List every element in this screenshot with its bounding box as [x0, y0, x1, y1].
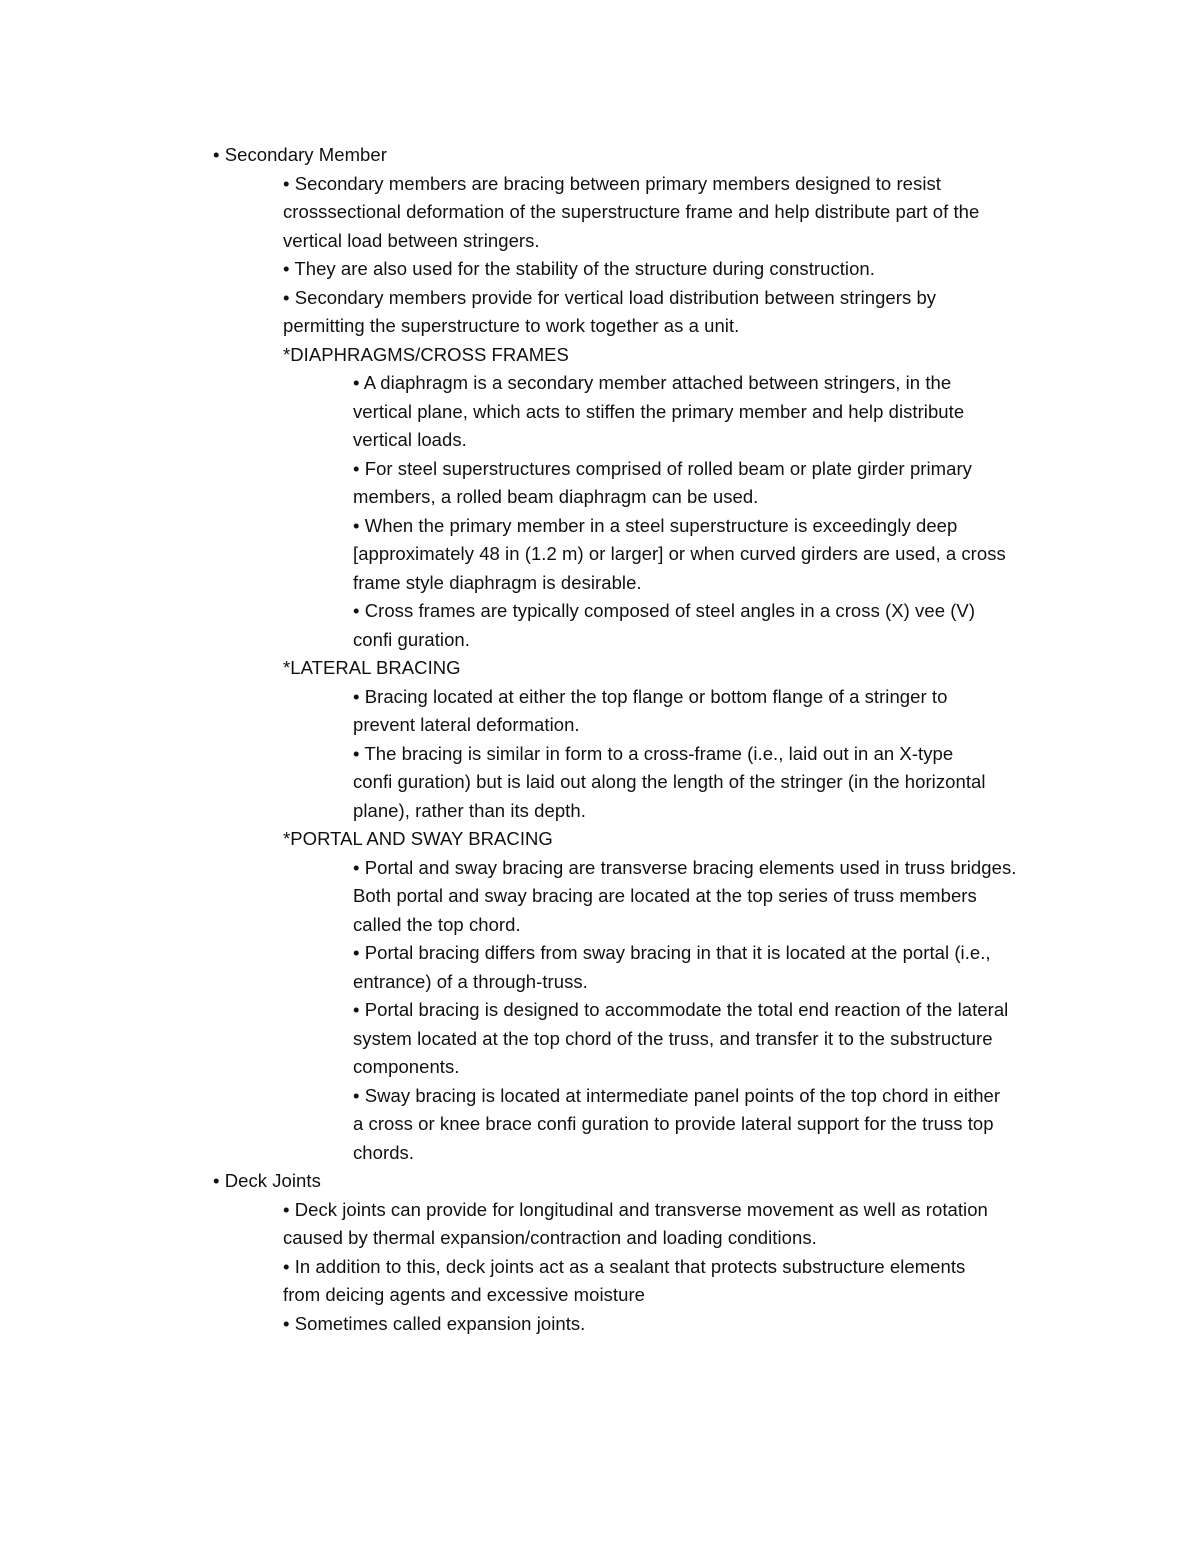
- text-line: • The bracing is similar in form to a cross-frame (i.e., laid out in an X-type: [353, 743, 954, 764]
- text-line: from deicing agents and excessive moisture: [283, 1284, 646, 1305]
- text-line: components.: [353, 1056, 460, 1077]
- text-line: • Portal bracing differs from sway bracing in that it is located at the portal (i.e.,: [353, 942, 991, 963]
- text-line: • Deck joints can provide for longitudinal and transverse movement as well as rotation: [283, 1199, 988, 1220]
- text-line: • A diaphragm is a secondary member attached between stringers, in the: [353, 372, 952, 393]
- text-line: • They are also used for the stability of the structure during construction.: [283, 258, 875, 279]
- text-line: plane), rather than its depth.: [353, 800, 586, 821]
- text-line: prevent lateral deformation.: [353, 714, 580, 735]
- heading-secondary-member: • Secondary Member: [213, 144, 387, 165]
- text-line: entrance) of a through-truss.: [353, 971, 588, 992]
- text-line: Both portal and sway bracing are located at the top series of truss members: [353, 885, 977, 906]
- subheading-diaphragms: *DIAPHRAGMS/CROSS FRAMES: [283, 344, 569, 365]
- text-line: confi guration) but is laid out along the length of the stringer (in the horizontal: [353, 771, 986, 792]
- text-line: chords.: [353, 1142, 415, 1163]
- text-line: vertical loads.: [353, 429, 467, 450]
- subheading-lateral-bracing: *LATERAL BRACING: [283, 657, 461, 678]
- text-line: • In addition to this, deck joints act as a sealant that protects substructure elements: [283, 1256, 966, 1277]
- text-line: • Portal bracing is designed to accommodate the total end reaction of the lateral: [353, 999, 1009, 1020]
- text-line: • Secondary members are bracing between primary members designed to resist: [283, 173, 941, 194]
- text-line: permitting the superstructure to work together as a unit.: [283, 315, 740, 336]
- text-line: vertical load between stringers.: [283, 230, 540, 251]
- text-line: • Secondary members provide for vertical load distribution between stringers by: [283, 287, 937, 308]
- text-line: frame style diaphragm is desirable.: [353, 572, 642, 593]
- text-line: • Bracing located at either the top flange or bottom flange of a stringer to: [353, 686, 948, 707]
- text-line: • Sway bracing is located at intermediate panel points of the top chord in either: [353, 1085, 1001, 1106]
- text-line: system located at the top chord of the truss, and transfer it to the substructure: [353, 1028, 993, 1049]
- text-line: • Cross frames are typically composed of steel angles in a cross (X) vee (V): [353, 600, 976, 621]
- subheading-portal-sway-bracing: *PORTAL AND SWAY BRACING: [283, 828, 553, 849]
- text-line: • Sometimes called expansion joints.: [283, 1313, 586, 1334]
- heading-deck-joints: • Deck Joints: [213, 1170, 321, 1191]
- text-line: members, a rolled beam diaphragm can be used.: [353, 486, 759, 507]
- text-line: a cross or knee brace confi guration to provide lateral support for the truss top: [353, 1113, 994, 1134]
- text-line: • For steel superstructures comprised of rolled beam or plate girder primary: [353, 458, 972, 479]
- text-line: vertical plane, which acts to stiffen the primary member and help distribute: [353, 401, 965, 422]
- text-line: crosssectional deformation of the superstructure frame and help distribute part of the: [283, 201, 980, 222]
- text-line: called the top chord.: [353, 914, 521, 935]
- text-line: [approximately 48 in (1.2 m) or larger] or when curved girders are used, a cross: [353, 543, 1006, 564]
- text-line: caused by thermal expansion/contraction and loading conditions.: [283, 1227, 817, 1248]
- text-line: confi guration.: [353, 629, 470, 650]
- text-line: • Portal and sway bracing are transverse bracing elements used in truss bridges.: [353, 857, 1017, 878]
- text-line: • When the primary member in a steel superstructure is exceedingly deep: [353, 515, 958, 536]
